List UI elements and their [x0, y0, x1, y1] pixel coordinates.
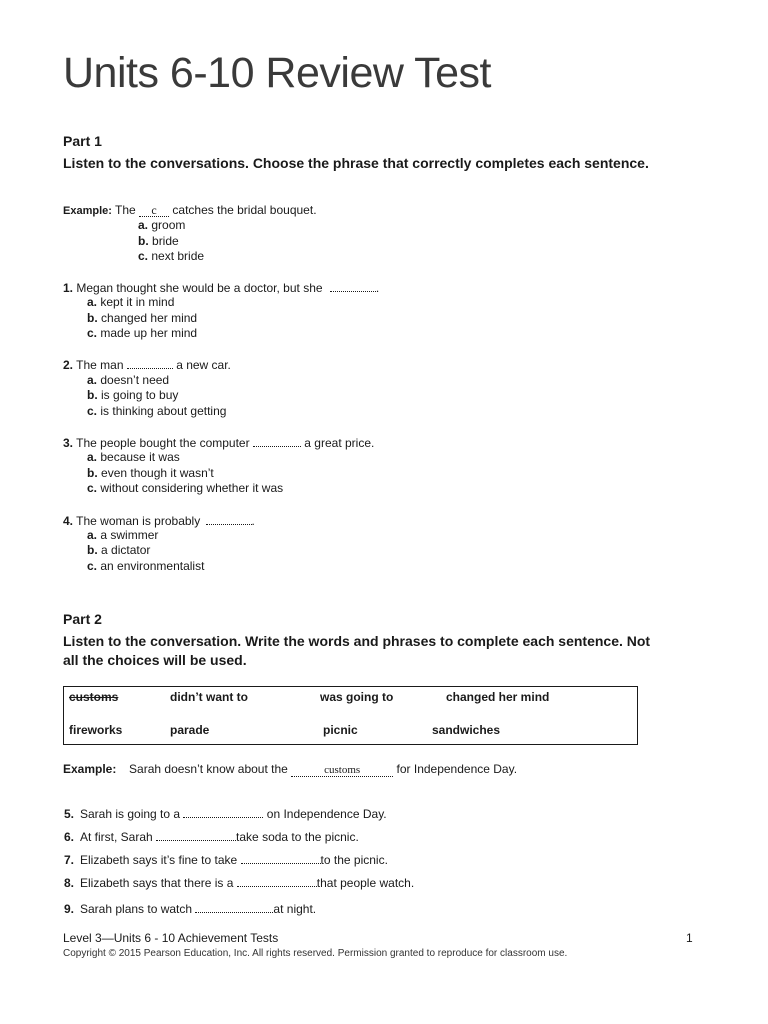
q2-choice-c: c. is thinking about getting: [87, 404, 227, 418]
example-choice-c: c. next bride: [138, 249, 205, 263]
answer-blank[interactable]: [127, 357, 173, 369]
word-bank-item: parade: [170, 723, 210, 737]
word-bank-item: changed her mind: [446, 690, 550, 704]
answer-blank[interactable]: [156, 829, 236, 841]
q1-choice-c: c. made up her mind: [87, 326, 198, 340]
question-8: 8. Elizabeth says that there is a that people watch.: [63, 876, 415, 890]
word-bank: [63, 686, 638, 745]
answer-blank[interactable]: [195, 901, 273, 913]
example-answer-blank: c: [139, 204, 169, 217]
example-label: Example:: [63, 762, 117, 776]
part1-example: [63, 203, 317, 219]
example-before: The: [115, 203, 136, 217]
question-1: 1. Megan thought she would be a doctor, but she .: [63, 281, 380, 295]
q3-choice-c: c. without considering whether it was: [87, 481, 284, 495]
answer-blank[interactable]: [206, 513, 252, 525]
word-bank-item: fireworks: [69, 723, 123, 737]
q4-choice-a: a. a swimmer: [87, 528, 159, 542]
q2-choice-a: a. doesn’t need: [87, 373, 170, 387]
page-title: Units 6-10 Review Test: [63, 49, 491, 97]
example-answer-blank: customs: [291, 764, 393, 777]
part2-instructions-line2: all the choices will be used.: [63, 652, 247, 668]
word-bank-item: didn’t want to: [170, 690, 248, 704]
q1-choice-a: a. kept it in mind: [87, 295, 175, 309]
q4-choice-c: c. an environmentalist: [87, 559, 205, 573]
part1-heading: Part 1: [63, 133, 102, 149]
q2-choice-b: b. is going to buy: [87, 388, 179, 402]
example-choice-a: a. groom: [138, 218, 186, 232]
word-bank-item: sandwiches: [432, 723, 501, 737]
question-2: 2. The man a new car.: [63, 358, 231, 372]
q4-choice-b: b. a dictator: [87, 543, 151, 557]
copyright: Copyright © 2015 Pearson Education, Inc. All rights reserved. Permission granted to reproduce for classroom use.: [63, 948, 568, 959]
word-bank-item: picnic: [323, 723, 358, 737]
part2-example: Example: Sarah doesn’t know about the customs for Independence Day.: [63, 762, 518, 776]
answer-blank[interactable]: [183, 806, 263, 818]
word-bank-item: was going to: [320, 690, 394, 704]
question-6: 6. At first, Sarah take soda to the picnic.: [63, 830, 359, 844]
q3-choice-a: a. because it was: [87, 450, 180, 464]
question-9: 9. Sarah plans to watch at night.: [63, 902, 317, 916]
part2-instructions-line1: Listen to the conversation. Write the words and phrases to complete each sentence. Not: [63, 633, 651, 649]
q1-choice-b: b. changed her mind: [87, 311, 198, 325]
answer-blank[interactable]: [330, 280, 376, 292]
part2-heading: Part 2: [63, 611, 102, 627]
question-5: 5. Sarah is going to a on Independence Day.: [63, 807, 387, 821]
question-7: 7. Elizabeth says it’s fine to take to the picnic.: [63, 853, 388, 867]
example-label: Example:: [63, 205, 112, 217]
example-choice-b: b. bride: [138, 234, 179, 248]
answer-blank[interactable]: [237, 875, 317, 887]
question-3: 3. The people bought the computer a great price.: [63, 436, 375, 450]
answer-blank[interactable]: [241, 852, 321, 864]
footer-left: Level 3—Units 6 - 10 Achievement Tests: [63, 931, 279, 945]
part1-instructions: Listen to the conversations. Choose the phrase that correctly completes each sentence.: [63, 155, 649, 171]
question-4: 4. The woman is probably .: [63, 514, 255, 528]
answer-blank[interactable]: [253, 435, 301, 447]
page-number: 1: [686, 931, 693, 945]
example-after: catches the bridal bouquet.: [172, 203, 317, 217]
word-bank-item: customs: [69, 690, 119, 704]
q3-choice-b: b. even though it wasn’t: [87, 466, 214, 480]
